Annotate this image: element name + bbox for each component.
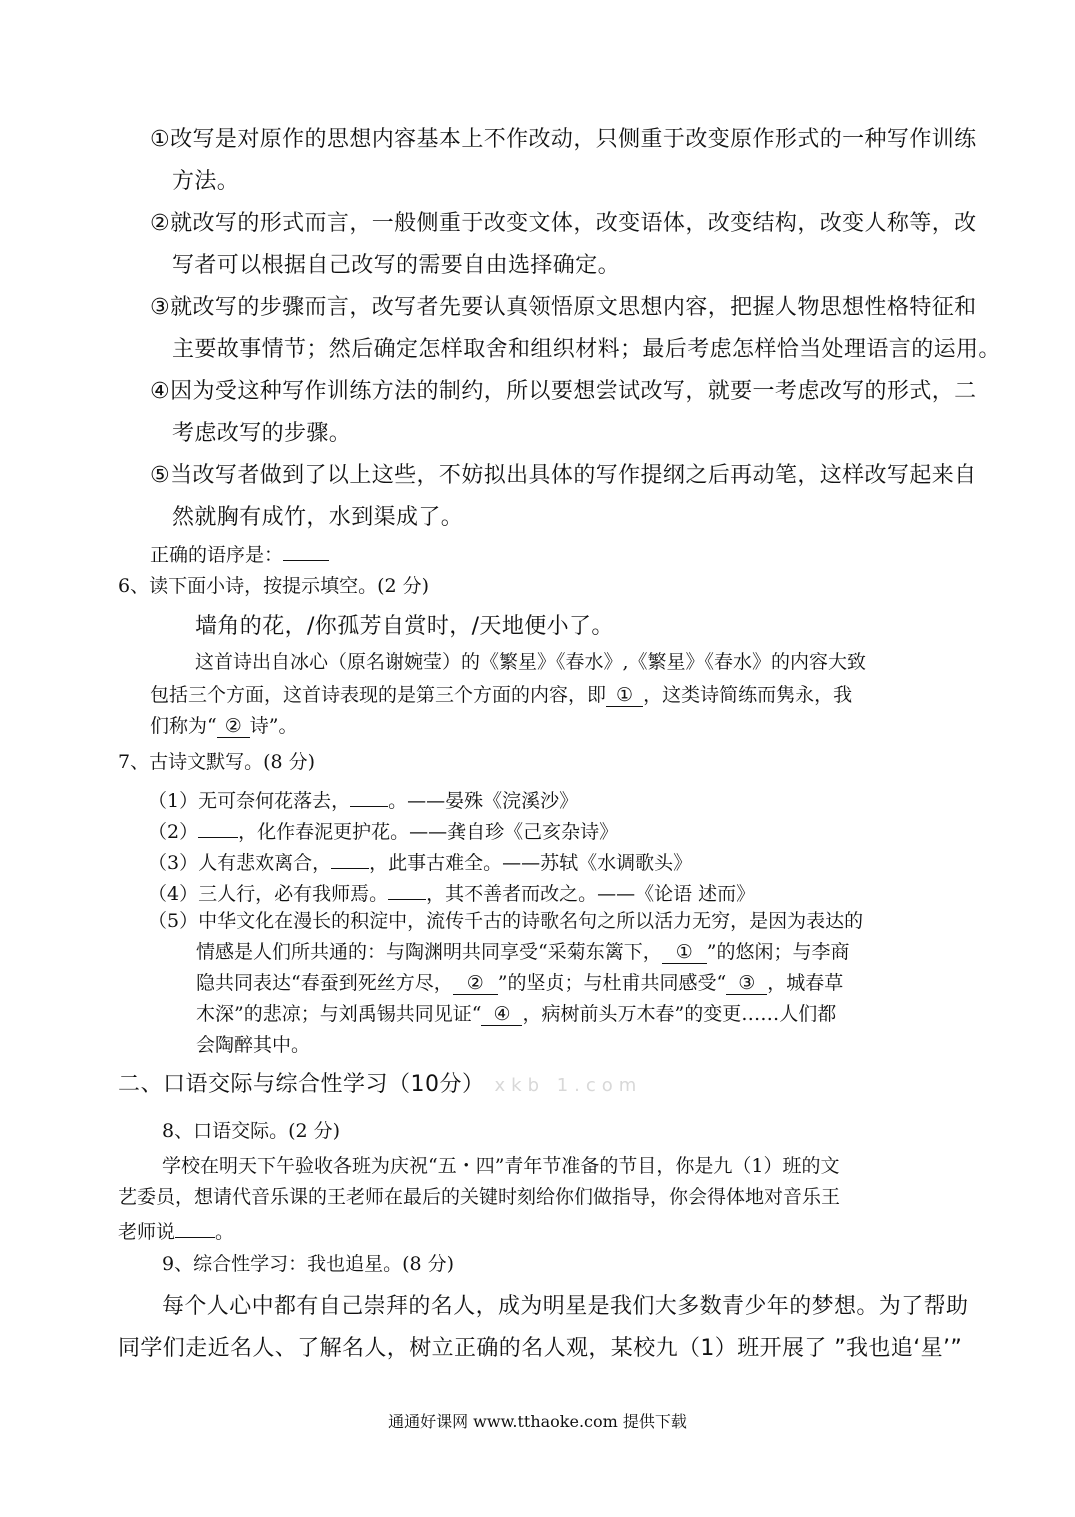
- section-2-heading: [118, 1072, 642, 1098]
- q6-text-segment: 们称为“: [150, 715, 217, 737]
- item-3-line-2: 主要故事情节；然后确定怎样取舍和组织材料；最后考虑怎样恰当处理语言的运用。: [172, 337, 1001, 362]
- q7-blank-1[interactable]: [350, 786, 388, 807]
- q8-text-segment: 。: [215, 1220, 235, 1243]
- q7-text-segment: 情感是人们所共通的：与陶渊明共同享受“采菊东篱下，: [196, 941, 662, 963]
- q8-title: 8、口语交际。(2 分): [162, 1120, 341, 1142]
- q7-line-5d: [196, 1003, 836, 1026]
- q7-text-segment: ，病树前头万木春”的变更……人们都: [522, 1003, 837, 1025]
- q7-text-segment: （2）: [148, 820, 199, 843]
- q7-title: 7、古诗文默写。(8 分): [118, 751, 316, 773]
- q7-text-segment: 木深”的悲凉；与刘禹锡共同见证“: [196, 1003, 482, 1025]
- q6-blank-1[interactable]: ①: [606, 685, 643, 707]
- q8-line-1: 学校在明天下午验收各班为庆祝“五・四”青年节准备的节目，你是九（1）班的文: [162, 1155, 840, 1177]
- q7-text-segment: ，化作春泥更护花。——龚自珍《己亥杂诗》: [238, 820, 619, 843]
- q7-text-segment: （1）无可奈何花落去，: [148, 789, 351, 812]
- q7-5-blank-1[interactable]: ①: [662, 942, 707, 964]
- q7-text-segment: ，城春草: [767, 972, 844, 994]
- q7-5-blank-3[interactable]: ③: [726, 973, 767, 995]
- q6-poem: 墙角的花，/你孤芳自赏时，/天地便小了。: [195, 614, 614, 639]
- q8-line-3: [118, 1217, 234, 1244]
- q7-text-segment: （3）人有悲欢离合，: [148, 851, 332, 874]
- q6-paragraph-line-3: [150, 715, 297, 738]
- order-answer-blank[interactable]: [283, 540, 329, 561]
- q7-line-5c: [196, 972, 843, 995]
- q7-line-3: [148, 848, 692, 875]
- q7-text-segment: ，此事古难全。——苏轼《水调歌头》: [369, 851, 693, 874]
- q6-title: 6、读下面小诗，按提示填空。(2 分): [118, 575, 430, 597]
- item-5-line-2: 然就胸有成竹，水到渠成了。: [172, 505, 464, 530]
- item-1-line-1: ①改写是对原作的思想内容基本上不作改动，只侧重于改变原作形式的一种写作训练: [150, 127, 977, 152]
- item-4-line-2: 考虑改写的步骤。: [172, 421, 352, 446]
- q8-line-2: 艺委员，想请代音乐课的王老师在最后的关键时刻给你们做指导，你会得体地对音乐王: [118, 1186, 841, 1208]
- page-footer: 通通好课网 www.tthaoke.com 提供下载: [388, 1412, 687, 1431]
- q7-text-segment: ，其不善者而改之。——《论语 述而》: [426, 882, 756, 905]
- item-1-line-2: 方法。: [172, 169, 240, 194]
- order-answer-label: 正确的语序是：: [150, 543, 284, 566]
- section-2-title: 二、口语交际与综合性学习（10分）: [118, 1072, 485, 1097]
- q7-line-5a: （5）中华文化在漫长的积淀中，流传千古的诗歌名句之所以活力无穷，是因为表达的: [148, 910, 864, 932]
- q7-text-segment: 隐共同表达“春蚕到死丝方尽，: [196, 972, 453, 994]
- q7-line-4: [148, 879, 755, 906]
- q7-5-blank-4[interactable]: ④: [481, 1004, 522, 1026]
- item-2-line-2: 写者可以根据自己改写的需要自由选择确定。: [172, 253, 621, 278]
- q7-blank-4[interactable]: [388, 879, 426, 900]
- q7-text-segment: 。——晏殊《浣溪沙》: [388, 789, 579, 812]
- q7-5-blank-2[interactable]: ②: [453, 973, 498, 995]
- q9-title: 9、综合性学习：我也追星。(8 分): [162, 1253, 455, 1275]
- order-answer-line: [150, 540, 329, 567]
- watermark: xkb 1.com: [494, 1075, 643, 1096]
- q9-line-2: 同学们走近名人、了解名人，树立正确的名人观，某校九（1）班开展了 ”我也追‘星’”: [118, 1336, 963, 1361]
- q7-line-2: [148, 817, 618, 844]
- q6-blank-2[interactable]: ②: [217, 716, 250, 738]
- item-5-line-1: ⑤当改写者做到了以上这些，不妨拟出具体的写作提纲之后再动笔，这样改写起来自: [150, 463, 977, 488]
- q7-text-segment: ”的坚贞；与杜甫共同感受“: [497, 972, 727, 994]
- q7-line-1: [148, 786, 578, 813]
- q6-paragraph-line-1: 这首诗出自冰心（原名谢婉莹）的《繁星》《春水》,《繁星》《春水》的内容大致: [195, 651, 867, 673]
- q6-text-segment: 诗”。: [249, 715, 298, 737]
- q7-line-5e: 会陶醉其中。: [196, 1034, 311, 1056]
- q8-text-segment: 老师说: [118, 1220, 176, 1243]
- q6-paragraph-line-2: [150, 684, 852, 707]
- q7-blank-2[interactable]: [198, 817, 238, 838]
- q7-text-segment: （4）三人行，必有我师焉。: [148, 882, 389, 905]
- q8-blank[interactable]: [175, 1217, 215, 1238]
- item-4-line-1: ④因为受这种写作训练方法的制约，所以要想尝试改写，就要一考虑改写的形式，二: [150, 379, 977, 404]
- q9-line-1: 每个人心中都有自己崇拜的名人，成为明星是我们大多数青少年的梦想。为了帮助: [162, 1294, 969, 1319]
- q7-text-segment: ”的悠闲；与李商: [706, 941, 850, 963]
- q7-line-5b: [196, 941, 849, 964]
- item-2-line-1: ②就改写的形式而言，一般侧重于改变文体，改变语体，改变结构，改变人称等，改: [150, 211, 977, 236]
- q6-text-segment: ，这类诗简练而隽永，我: [643, 684, 853, 706]
- q6-text-segment: 包括三个方面，这首诗表现的是第三个方面的内容，即: [150, 684, 607, 706]
- q7-blank-3[interactable]: [331, 848, 369, 869]
- item-3-line-1: ③就改写的步骤而言，改写者先要认真领悟原文思想内容，把握人物思想性格特征和: [150, 295, 977, 320]
